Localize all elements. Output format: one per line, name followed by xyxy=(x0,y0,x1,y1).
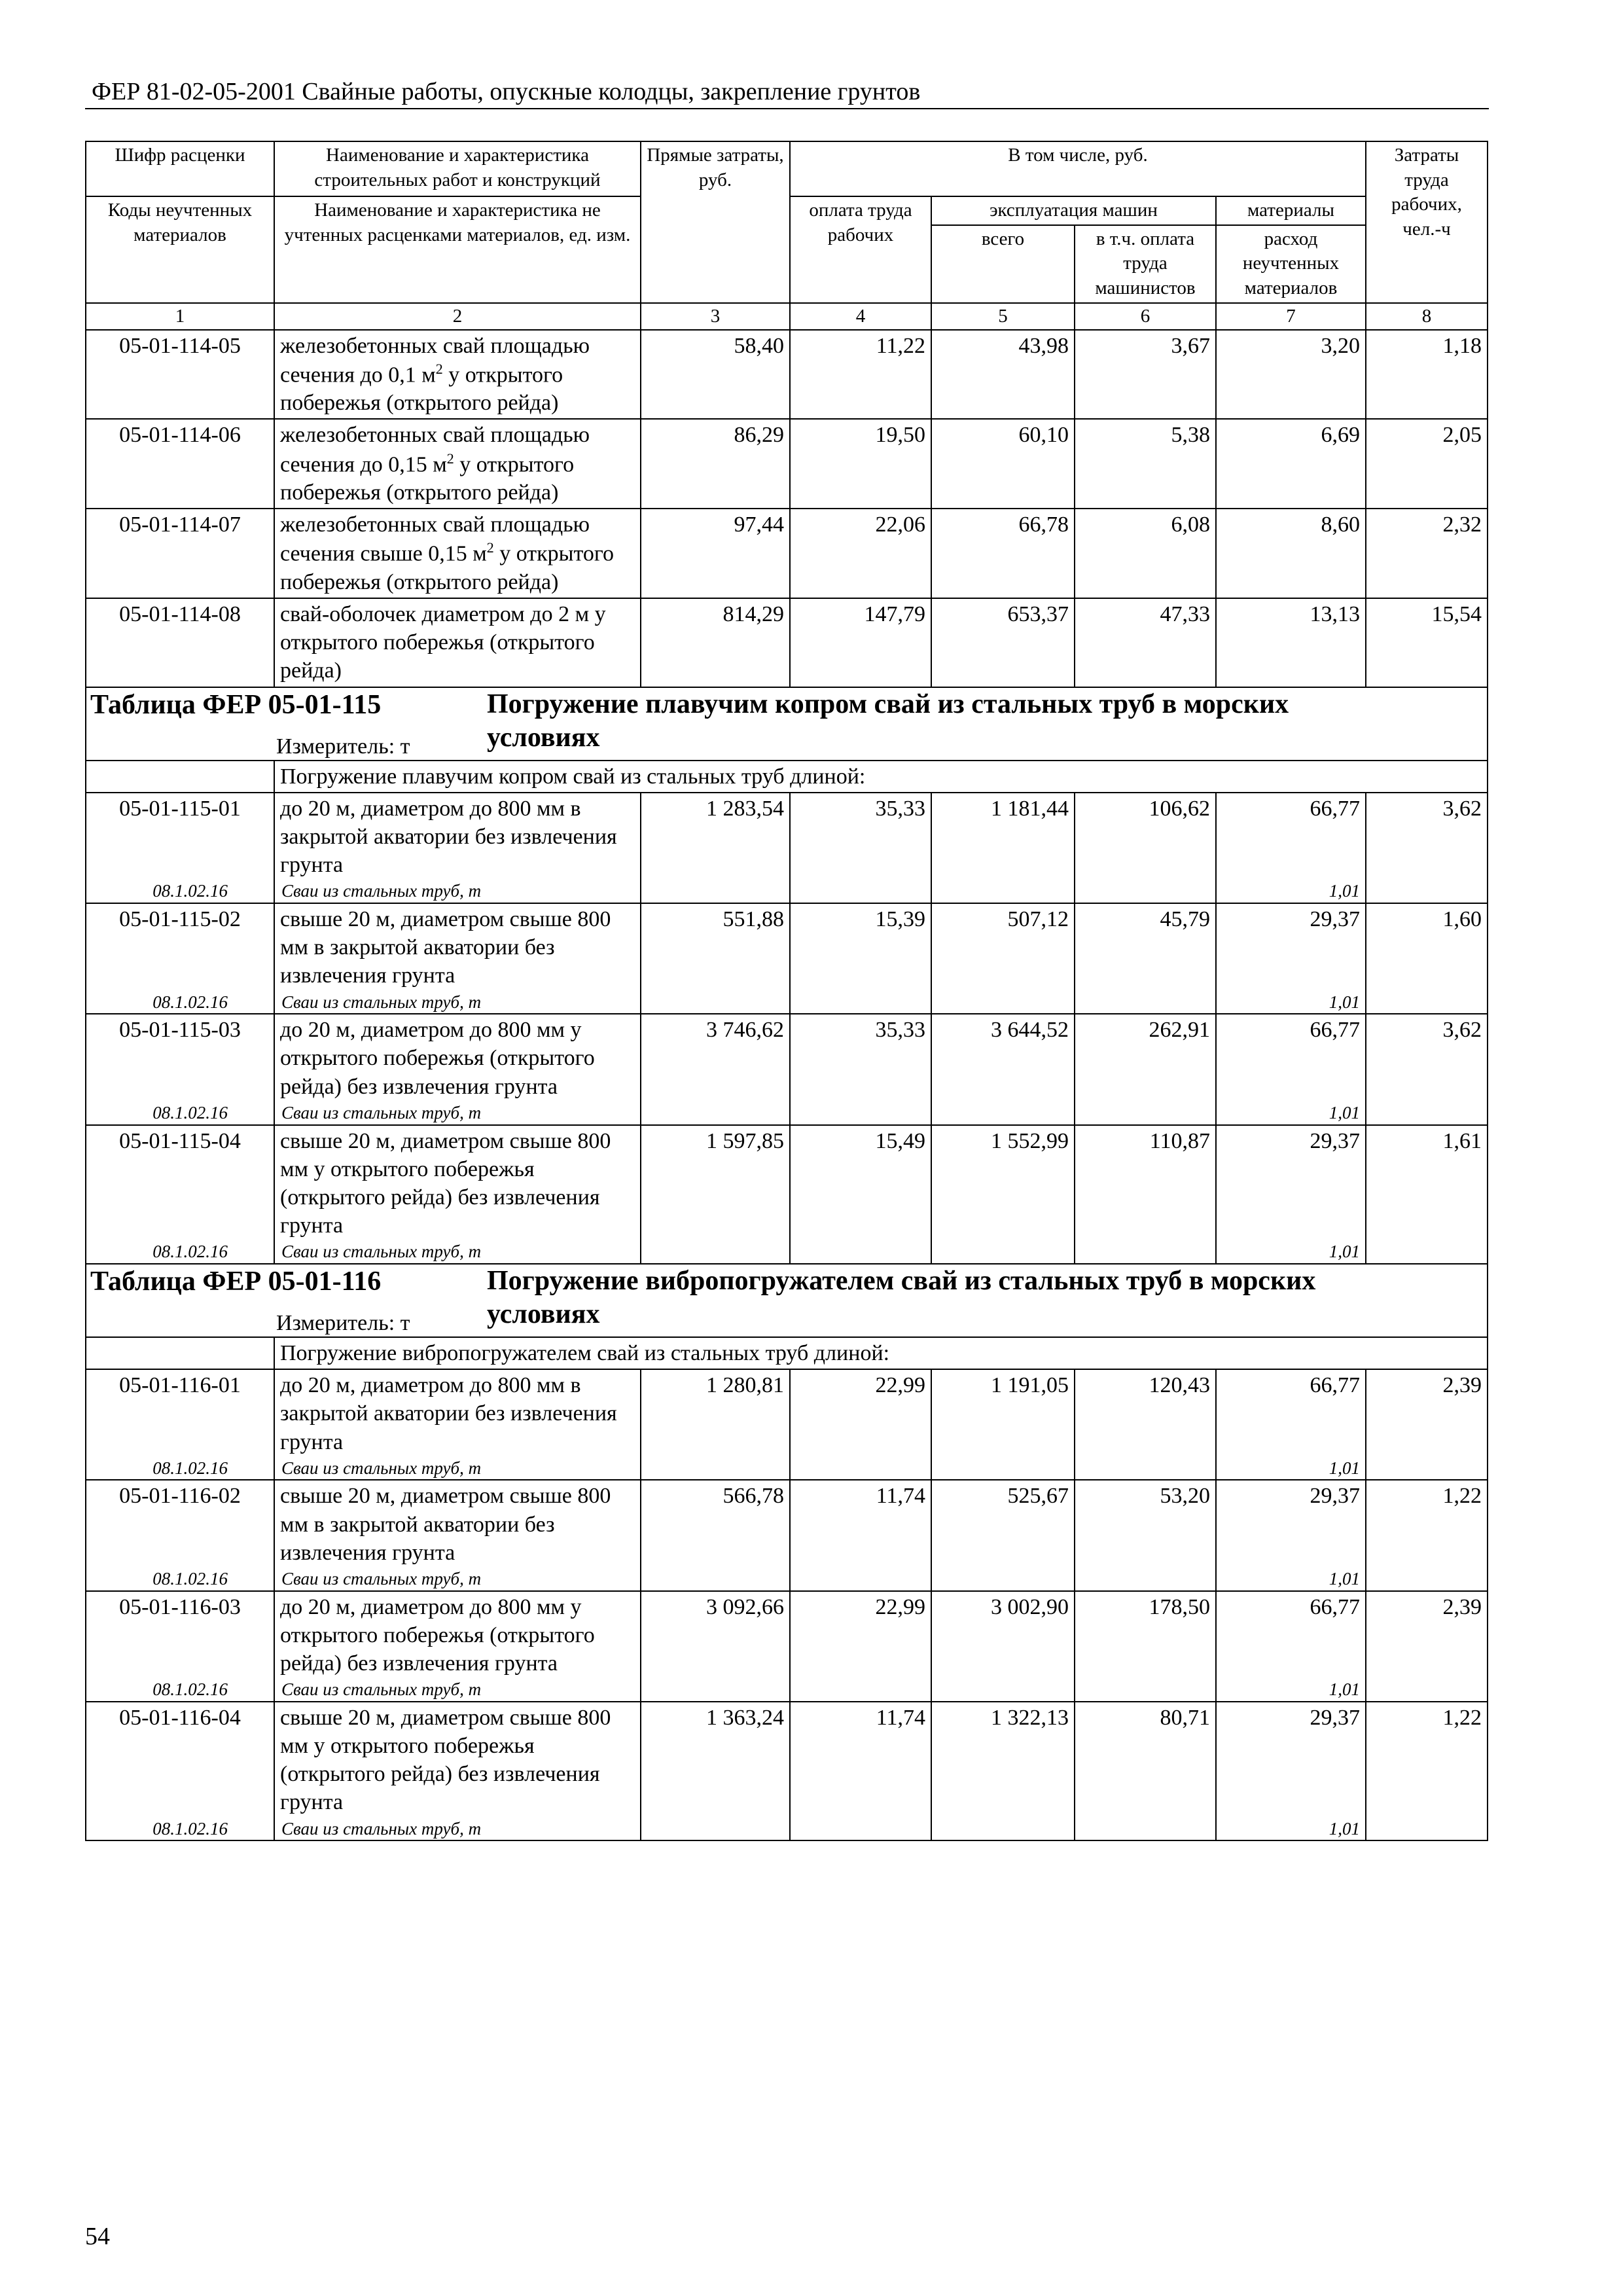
rate-description: железобетонных свай площадью сечения свыше 0,15 $м^2$ у открытого побережья (открытого рейда) xyxy=(274,509,641,598)
materials-value: 13,13 xyxy=(1216,598,1366,687)
col-number: 3 xyxy=(641,303,790,330)
direct-cost: 86,29 xyxy=(641,419,790,509)
labor-cost: 3,62 xyxy=(1366,793,1488,881)
operators-pay: 3,67 xyxy=(1075,330,1216,420)
machines-total: 1 322,13 xyxy=(931,1702,1075,1818)
col-number: 6 xyxy=(1075,303,1216,330)
operators-pay: 5,38 xyxy=(1075,419,1216,509)
labor-pay: 35,33 xyxy=(790,793,931,881)
material-consumption: 1,01 xyxy=(1216,880,1366,903)
material-code: 08.1.02.16 xyxy=(86,1241,274,1264)
table-row xyxy=(86,1591,1488,1679)
table-header xyxy=(86,141,1488,330)
material-description: Сваи из стальных труб, т xyxy=(274,1568,641,1591)
table-number: Таблица ФЕР 05-01-116 xyxy=(90,1266,382,1297)
labor-cost: 2,39 xyxy=(1366,1591,1488,1679)
materials-value: 66,77 xyxy=(1216,1369,1366,1458)
table-row xyxy=(86,598,1488,687)
table-116-rows xyxy=(86,1369,1488,1840)
machines-total: 1 181,44 xyxy=(931,793,1075,881)
operators-pay: 80,71 xyxy=(1075,1702,1216,1818)
table-row xyxy=(86,1014,1488,1102)
table-title: Погружение вибропогружателем свай из стальных труб в морских условиях xyxy=(487,1266,1316,1330)
labor-cost: 1,22 xyxy=(1366,1702,1488,1818)
materials-value: 66,77 xyxy=(1216,793,1366,881)
materials-value: 3,20 xyxy=(1216,330,1366,420)
materials-value: 29,37 xyxy=(1216,1702,1366,1818)
material-row xyxy=(86,1818,1488,1841)
materials-value: 8,60 xyxy=(1216,509,1366,598)
labor-pay: 22,99 xyxy=(790,1369,931,1458)
materials-value: 66,77 xyxy=(1216,1014,1366,1102)
table-row xyxy=(86,1125,1488,1242)
material-consumption: 1,01 xyxy=(1216,1102,1366,1125)
col-code-top: Шифр расценки xyxy=(86,141,274,196)
material-row xyxy=(86,1458,1488,1480)
table-row xyxy=(86,1702,1488,1818)
table-subheader: Погружение вибропогружателем свай из стальных труб длиной: xyxy=(274,1337,1488,1369)
direct-cost: 58,40 xyxy=(641,330,790,420)
material-consumption: 1,01 xyxy=(1216,1568,1366,1591)
materials-value: 29,37 xyxy=(1216,1480,1366,1568)
col-number: 2 xyxy=(274,303,641,330)
table-row xyxy=(86,1480,1488,1568)
col-machines: эксплуатация машин xyxy=(931,196,1216,225)
labor-pay: 11,74 xyxy=(790,1480,931,1568)
labor-cost: 1,60 xyxy=(1366,903,1488,992)
document-header-title: ФЕР 81-02-05-2001 Свайные работы, опускные колодцы, закрепление грунтов xyxy=(92,78,921,105)
rate-description: свыше 20 м, диаметром свыше 800 мм у открытого побережья (открытого рейда) без извлечения грунта xyxy=(274,1125,641,1242)
operators-pay: 110,87 xyxy=(1075,1125,1216,1242)
rate-description: до 20 м, диаметром до 800 мм у открытого побережья (открытого рейда) без извлечения грунта xyxy=(274,1591,641,1679)
rate-code: 05-01-114-08 xyxy=(86,598,274,687)
material-description: Сваи из стальных труб, т xyxy=(274,1102,641,1125)
labor-cost: 15,54 xyxy=(1366,598,1488,687)
labor-cost: 2,05 xyxy=(1366,419,1488,509)
material-description: Сваи из стальных труб, т xyxy=(274,1679,641,1702)
labor-pay: 147,79 xyxy=(790,598,931,687)
labor-pay: 22,99 xyxy=(790,1591,931,1679)
labor-cost: 3,62 xyxy=(1366,1014,1488,1102)
col-number: 8 xyxy=(1366,303,1488,330)
labor-cost: 1,22 xyxy=(1366,1480,1488,1568)
table-subheader: Погружение плавучим копром свай из стальных труб длиной: xyxy=(274,761,1488,793)
material-row xyxy=(86,880,1488,903)
table-row xyxy=(86,793,1488,881)
rate-code: 05-01-116-03 xyxy=(86,1591,274,1679)
labor-pay: 19,50 xyxy=(790,419,931,509)
material-consumption: 1,01 xyxy=(1216,992,1366,1014)
labor-cost: 2,32 xyxy=(1366,509,1488,598)
col-including: В том числе, руб. xyxy=(790,141,1366,196)
table-116 xyxy=(86,1264,1488,1369)
col-number: 7 xyxy=(1216,303,1366,330)
machines-total: 1 552,99 xyxy=(931,1125,1075,1242)
labor-pay: 22,06 xyxy=(790,509,931,598)
direct-cost: 551,88 xyxy=(641,903,790,992)
rate-description: свыше 20 м, диаметром свыше 800 мм в закрытой акватории без извлечения грунта xyxy=(274,903,641,992)
labor-cost: 1,61 xyxy=(1366,1125,1488,1242)
col-code-bottom: Коды неучтенных материалов xyxy=(86,196,274,303)
material-row xyxy=(86,992,1488,1014)
material-code: 08.1.02.16 xyxy=(86,1458,274,1480)
machines-total: 507,12 xyxy=(931,903,1075,992)
labor-cost: 2,39 xyxy=(1366,1369,1488,1458)
labor-pay: 15,39 xyxy=(790,903,931,992)
labor-pay: 35,33 xyxy=(790,1014,931,1102)
direct-cost: 566,78 xyxy=(641,1480,790,1568)
col-direct-costs: Прямые затраты, руб. xyxy=(641,141,790,303)
col-name-bottom: Наименование и характеристика не учтенных расценками материалов, ед. изм. xyxy=(274,196,641,303)
table-115-rows xyxy=(86,793,1488,1264)
machines-total: 653,37 xyxy=(931,598,1075,687)
operators-pay: 45,79 xyxy=(1075,903,1216,992)
materials-value: 29,37 xyxy=(1216,1125,1366,1242)
material-code: 08.1.02.16 xyxy=(86,1102,274,1125)
rate-description: свыше 20 м, диаметром свыше 800 мм в закрытой акватории без извлечения грунта xyxy=(274,1480,641,1568)
material-code: 08.1.02.16 xyxy=(86,1679,274,1702)
material-consumption: 1,01 xyxy=(1216,1679,1366,1702)
table-row xyxy=(86,509,1488,598)
col-labor-pay: оплата труда рабочих xyxy=(790,196,931,303)
material-consumption: 1,01 xyxy=(1216,1458,1366,1480)
material-consumption: 1,01 xyxy=(1216,1818,1366,1841)
direct-cost: 3 092,66 xyxy=(641,1591,790,1679)
labor-cost: 1,18 xyxy=(1366,330,1488,420)
direct-cost: 1 280,81 xyxy=(641,1369,790,1458)
material-description: Сваи из стальных труб, т xyxy=(274,1818,641,1841)
materials-value: 6,69 xyxy=(1216,419,1366,509)
rate-description: до 20 м, диаметром до 800 мм у открытого побережья (открытого рейда) без извлечения грунта xyxy=(274,1014,641,1102)
direct-cost: 1 363,24 xyxy=(641,1702,790,1818)
col-machines-total: всего xyxy=(931,225,1075,303)
rate-code: 05-01-116-01 xyxy=(86,1369,274,1458)
rate-code: 05-01-115-02 xyxy=(86,903,274,992)
operators-pay: 262,91 xyxy=(1075,1014,1216,1102)
machines-total: 66,78 xyxy=(931,509,1075,598)
col-materials: материалы xyxy=(1216,196,1366,225)
operators-pay: 120,43 xyxy=(1075,1369,1216,1458)
material-row xyxy=(86,1568,1488,1591)
machines-total: 1 191,05 xyxy=(931,1369,1075,1458)
direct-cost: 3 746,62 xyxy=(641,1014,790,1102)
materials-value: 29,37 xyxy=(1216,903,1366,992)
table-115 xyxy=(86,687,1488,793)
col-name-top: Наименование и характеристика строительных работ и конструкций xyxy=(274,141,641,196)
rate-code: 05-01-116-02 xyxy=(86,1480,274,1568)
rates-table xyxy=(85,141,1488,1841)
rate-code: 05-01-114-06 xyxy=(86,419,274,509)
table-title: Погружение плавучим копром свай из стальных труб в морских условиях xyxy=(487,689,1289,753)
table-measure: Измеритель: т xyxy=(276,734,410,759)
rate-description: железобетонных свай площадью сечения до 0,15 $м^2$ у открытого побережья (открытого рейда) xyxy=(274,419,641,509)
materials-value: 66,77 xyxy=(1216,1591,1366,1679)
machines-total: 60,10 xyxy=(931,419,1075,509)
material-code: 08.1.02.16 xyxy=(86,992,274,1014)
rate-description: железобетонных свай площадью сечения до 0,1 $м^2$ у открытого побережья (открытого рейда) xyxy=(274,330,641,420)
table-row xyxy=(86,330,1488,420)
rate-code: 05-01-115-04 xyxy=(86,1125,274,1242)
table-row xyxy=(86,419,1488,509)
labor-pay: 15,49 xyxy=(790,1125,931,1242)
direct-cost: 1 597,85 xyxy=(641,1125,790,1242)
material-description: Сваи из стальных труб, т xyxy=(274,992,641,1014)
machines-total: 43,98 xyxy=(931,330,1075,420)
col-labor-cost: Затраты труда рабочих, чел.-ч xyxy=(1366,141,1488,303)
material-description: Сваи из стальных труб, т xyxy=(274,1241,641,1264)
operators-pay: 47,33 xyxy=(1075,598,1216,687)
rate-code: 05-01-114-07 xyxy=(86,509,274,598)
operators-pay: 106,62 xyxy=(1075,793,1216,881)
table-row xyxy=(86,1369,1488,1458)
material-row xyxy=(86,1679,1488,1702)
table-number: Таблица ФЕР 05-01-115 xyxy=(90,689,382,720)
col-mat-consumption: расход неучтенных материалов xyxy=(1216,225,1366,303)
material-row xyxy=(86,1102,1488,1125)
rate-code: 05-01-114-05 xyxy=(86,330,274,420)
header-rule xyxy=(85,108,1489,109)
table-row xyxy=(86,903,1488,992)
rate-description: свай-оболочек диаметром до 2 м у открытого побережья (открытого рейда) xyxy=(274,598,641,687)
material-description: Сваи из стальных труб, т xyxy=(274,1458,641,1480)
rate-description: до 20 м, диаметром до 800 мм в закрытой акватории без извлечения грунта xyxy=(274,1369,641,1458)
direct-cost: 1 283,54 xyxy=(641,793,790,881)
col-number: 4 xyxy=(790,303,931,330)
rate-description: до 20 м, диаметром до 800 мм в закрытой акватории без извлечения грунта xyxy=(274,793,641,881)
machines-total: 3 002,90 xyxy=(931,1591,1075,1679)
page-number: 54 xyxy=(85,2223,110,2250)
material-code: 08.1.02.16 xyxy=(86,1818,274,1841)
operators-pay: 6,08 xyxy=(1075,509,1216,598)
material-description: Сваи из стальных труб, т xyxy=(274,880,641,903)
rate-code: 05-01-115-03 xyxy=(86,1014,274,1102)
rate-description: свыше 20 м, диаметром свыше 800 мм у открытого побережья (открытого рейда) без извлечения грунта xyxy=(274,1702,641,1818)
material-row xyxy=(86,1241,1488,1264)
material-code: 08.1.02.16 xyxy=(86,880,274,903)
direct-cost: 814,29 xyxy=(641,598,790,687)
direct-cost: 97,44 xyxy=(641,509,790,598)
labor-pay: 11,74 xyxy=(790,1702,931,1818)
machines-total: 525,67 xyxy=(931,1480,1075,1568)
table-114-continued xyxy=(86,330,1488,687)
operators-pay: 178,50 xyxy=(1075,1591,1216,1679)
rate-code: 05-01-115-01 xyxy=(86,793,274,881)
table-measure: Измеритель: т xyxy=(276,1311,410,1335)
material-consumption: 1,01 xyxy=(1216,1241,1366,1264)
rate-code: 05-01-116-04 xyxy=(86,1702,274,1818)
machines-total: 3 644,52 xyxy=(931,1014,1075,1102)
col-operators-pay: в т.ч. оплата труда машинистов xyxy=(1075,225,1216,303)
col-number: 1 xyxy=(86,303,274,330)
material-code: 08.1.02.16 xyxy=(86,1568,274,1591)
col-number: 5 xyxy=(931,303,1075,330)
operators-pay: 53,20 xyxy=(1075,1480,1216,1568)
labor-pay: 11,22 xyxy=(790,330,931,420)
